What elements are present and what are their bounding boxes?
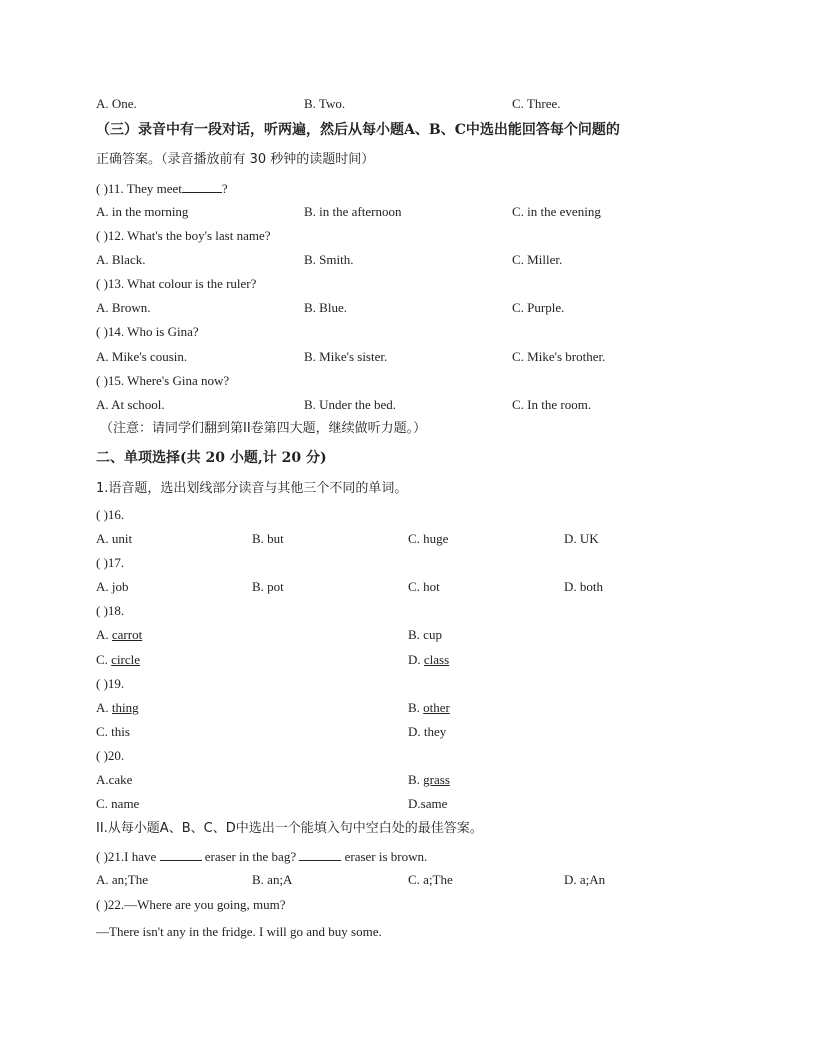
answer-blank: [299, 848, 341, 861]
option-c: C. Three.: [512, 96, 561, 111]
section3-heading: （三）录音中有一段对话，听两遍，然后从每小题A、B、C中选出能回答每个问题的: [96, 122, 620, 138]
note-text: （注意：请同学们翻到第II卷第四大题，继续做听力题。）: [100, 421, 427, 436]
q18-option-d: D. class: [408, 652, 450, 667]
q14-option-a: A. Mike's cousin.: [96, 349, 188, 364]
question-11: [96, 180, 228, 197]
option-b: B. Two.: [304, 96, 346, 111]
q21-option-d: D. a;An: [564, 872, 606, 887]
q19-option-b: B. other: [408, 700, 450, 715]
q19-option-a: A. thing: [96, 700, 139, 715]
q17-option-c: C. hot: [408, 579, 440, 594]
question-text-mid: eraser in the bag?: [204, 849, 297, 864]
q18-option-b: B. cup: [408, 627, 442, 642]
q13-option-a: A. Brown.: [96, 300, 151, 315]
q16-option-c: C. huge: [408, 531, 449, 546]
q11-option-b: B. in the afternoon: [304, 204, 402, 219]
q17-option-b: B. pot: [252, 579, 284, 594]
q15-option-b: B. Under the bed.: [304, 397, 397, 412]
answer-blank: [160, 848, 202, 861]
question-18: ( )18.: [96, 603, 125, 618]
q19-option-d: D. they: [408, 724, 447, 739]
q17-option-d: D. both: [564, 579, 604, 594]
question-16: ( )16.: [96, 507, 125, 522]
q20-option-a: A.cake: [96, 772, 133, 787]
question-13: ( )13. What colour is the ruler?: [96, 276, 257, 291]
q14-option-b: B. Mike's sister.: [304, 349, 388, 364]
question-text-end: ?: [221, 181, 228, 196]
question-19: ( )19.: [96, 676, 125, 691]
part2-instruction-2: II.从每小题A、B、C、D中选出一个能填入句中空白处的最佳答案。: [96, 821, 483, 836]
q19-option-c: C. this: [96, 724, 130, 739]
q17-option-a: A. job: [96, 579, 129, 594]
question-20: ( )20.: [96, 748, 125, 763]
question-text: ( )21.I have: [96, 849, 157, 864]
q13-option-b: B. Blue.: [304, 300, 347, 315]
question-text: ( )11. They meet: [96, 181, 182, 196]
q13-option-c: C. Purple.: [512, 300, 565, 315]
q20-option-d: D.same: [408, 796, 448, 811]
question-22-reply: —There isn't any in the fridge. I will go and buy some.: [96, 924, 382, 939]
q16-option-d: D. UK: [564, 531, 599, 546]
question-15: ( )15. Where's Gina now?: [96, 373, 230, 388]
q16-option-b: B. but: [252, 531, 284, 546]
q21-option-a: A. an;The: [96, 872, 148, 887]
q11-option-c: C. in the evening: [512, 204, 601, 219]
q18-option-a: A. carrot: [96, 627, 143, 642]
part2-instruction-1: 1.语音题，选出划线部分读音与其他三个不同的单词。: [96, 481, 408, 496]
q21-option-c: C. a;The: [408, 872, 453, 887]
question-text-end: eraser is brown.: [344, 849, 428, 864]
section3-heading-cont: 正确答案。（录音播放前有 30 秒钟的读题时间）: [96, 152, 375, 167]
q12-option-b: B. Smith.: [304, 252, 354, 267]
q15-option-c: C. In the room.: [512, 397, 592, 412]
question-12: ( )12. What's the boy's last name?: [96, 228, 271, 243]
question-14: ( )14. Who is Gina?: [96, 324, 199, 339]
q16-option-a: A. unit: [96, 531, 133, 546]
q21-option-b: B. an;A: [252, 872, 293, 887]
q12-option-c: C. Miller.: [512, 252, 563, 267]
part2-heading: 二、单项选择(共 20 小题,计 20 分): [96, 450, 327, 466]
question-21: [96, 848, 427, 865]
q20-option-b: B. grass: [408, 772, 450, 787]
question-22: ( )22.—Where are you going, mum?: [96, 897, 286, 912]
q14-option-c: C. Mike's brother.: [512, 349, 606, 364]
q20-option-c: C. name: [96, 796, 140, 811]
question-17: ( )17.: [96, 555, 125, 570]
q18-option-c: C. circle: [96, 652, 141, 667]
option-a: A. One.: [96, 96, 137, 111]
answer-blank: [182, 180, 222, 193]
q11-option-a: A. in the morning: [96, 204, 189, 219]
q15-option-a: A. At school.: [96, 397, 165, 412]
q12-option-a: A. Black.: [96, 252, 146, 267]
